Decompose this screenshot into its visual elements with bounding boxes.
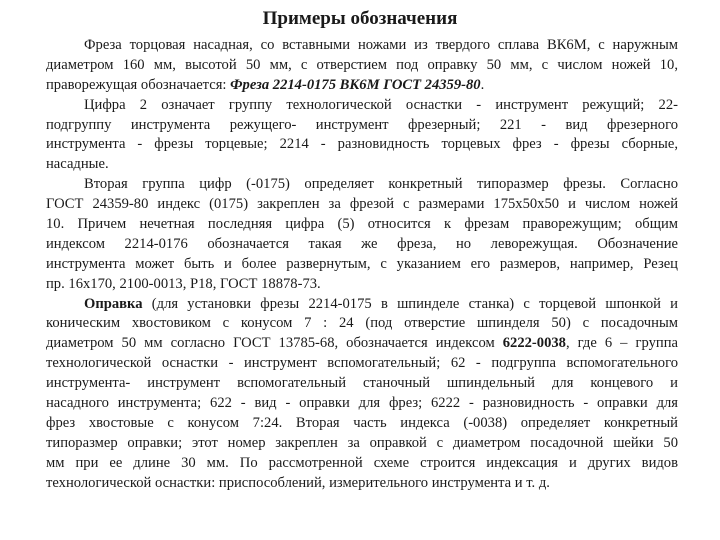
text-line <box>46 434 678 454</box>
text-segment: инструмента - фрезы торцевые; 2214 - разновидность торцевых фрез - фрезы сборные, <box>46 136 678 153</box>
text-segment: подгруппу инструмента режущего- инструмент фрезерный; 221 - вид фрезерного <box>46 116 678 133</box>
text-line <box>46 454 678 474</box>
page-title: Примеры обозначения <box>262 8 458 29</box>
text-line <box>46 175 678 195</box>
paragraph <box>46 295 678 494</box>
paragraph <box>46 175 678 294</box>
text-line <box>46 235 678 255</box>
text-line <box>46 275 678 295</box>
document-body <box>46 36 678 493</box>
text-segment: . <box>480 76 485 93</box>
text-segment: праворежущая обозначается: <box>46 76 231 93</box>
text-line <box>46 135 678 155</box>
text-line <box>46 334 678 354</box>
text-segment: технологической оснастки: приспособлений, измерительного инструмента и т. д. <box>46 474 550 491</box>
text-segment: инструмента- инструмент вспомогательный станочный шпиндельный для концевого и <box>46 375 678 392</box>
paragraph <box>46 96 678 176</box>
emphasized-text: Оправка <box>84 295 143 312</box>
text-segment: 10. Причем нечетная последняя цифра (5) относится к фрезам праворежущим; общим <box>46 216 678 233</box>
text-segment: насадного инструмента; 622 - вид - оправки для фрез; 6222 - разновидность - оправки для <box>46 395 678 412</box>
text-segment: диаметром 160 мм, высотой 50 мм, с отверстием под оправку 50 мм, с числом ножей 10, <box>46 56 678 73</box>
text-line <box>46 56 678 76</box>
text-segment: коническим хвостовиком с конусом 7 : 24 (под отверстие шпинделя 50) с посадочным <box>46 315 678 332</box>
text-segment: типоразмер оправки; этот номер закреплен за оправкой с диаметром посадочной шейки 50 <box>46 434 678 451</box>
text-segment: фрез хвостовые с конусом 7:24. Вторая часть индекса (-0038) определяет конкретный <box>46 414 678 431</box>
text-line <box>46 414 678 434</box>
text-line <box>46 195 678 215</box>
text-line <box>46 295 678 315</box>
text-segment: Фреза торцовая насадная, со вставными ножами из твердого сплава ВК6М, с наружным <box>84 37 678 53</box>
text-line <box>46 255 678 275</box>
text-line <box>46 96 678 116</box>
text-line <box>46 215 678 235</box>
text-segment: (для установки фрезы 2214-0175 в шпинделе станка) с торцевой шпонкой и <box>142 295 678 312</box>
paragraph <box>46 36 678 96</box>
text-segment: Цифра 2 означает группу технологической оснастки - инструмент режущий; 22- <box>84 96 678 113</box>
text-segment: , где 6 – группа <box>565 335 678 352</box>
text-line <box>46 374 678 394</box>
text-line <box>46 36 678 56</box>
text-line <box>46 394 678 414</box>
emphasized-text: Фреза 2214-0175 ВК6М ГОСТ 24359-80 <box>230 76 481 93</box>
emphasized-text: 6222-0038 <box>502 335 566 352</box>
text-segment: ГОСТ 24359-80 индекс (0175) закреплен за фрезой с размерами 175x50x50 и числом ножей <box>46 196 678 213</box>
text-segment: диаметром 50 мм согласно ГОСТ 13785-68, обозначается индексом <box>46 335 503 352</box>
text-segment: индексом 2214-0176 обозначается такая же фреза, но леворежущая. Обозначение <box>46 235 678 252</box>
text-line <box>46 354 678 374</box>
text-segment: пр. 16x170, 2100-0013, Р18, ГОСТ 18878-73. <box>46 275 321 292</box>
text-segment: Вторая группа цифр (-0175) определяет конкретный типоразмер фрезы. Согласно <box>84 176 678 193</box>
text-segment: технологической оснастки - инструмент вспомогательный; 62 - подгруппа вспомогательного <box>46 355 678 372</box>
text-line <box>46 474 678 494</box>
text-line <box>46 76 678 96</box>
text-line <box>46 116 678 136</box>
text-line <box>46 314 678 334</box>
text-segment: мм при ее длине 30 мм. По рассмотренной схеме строится индексация и других видов <box>46 454 678 471</box>
text-line <box>46 155 678 175</box>
text-segment: насадные. <box>46 156 109 173</box>
text-segment: инструмента может быть и более развернутым, с указанием его размеров, например, Резец <box>46 255 678 272</box>
